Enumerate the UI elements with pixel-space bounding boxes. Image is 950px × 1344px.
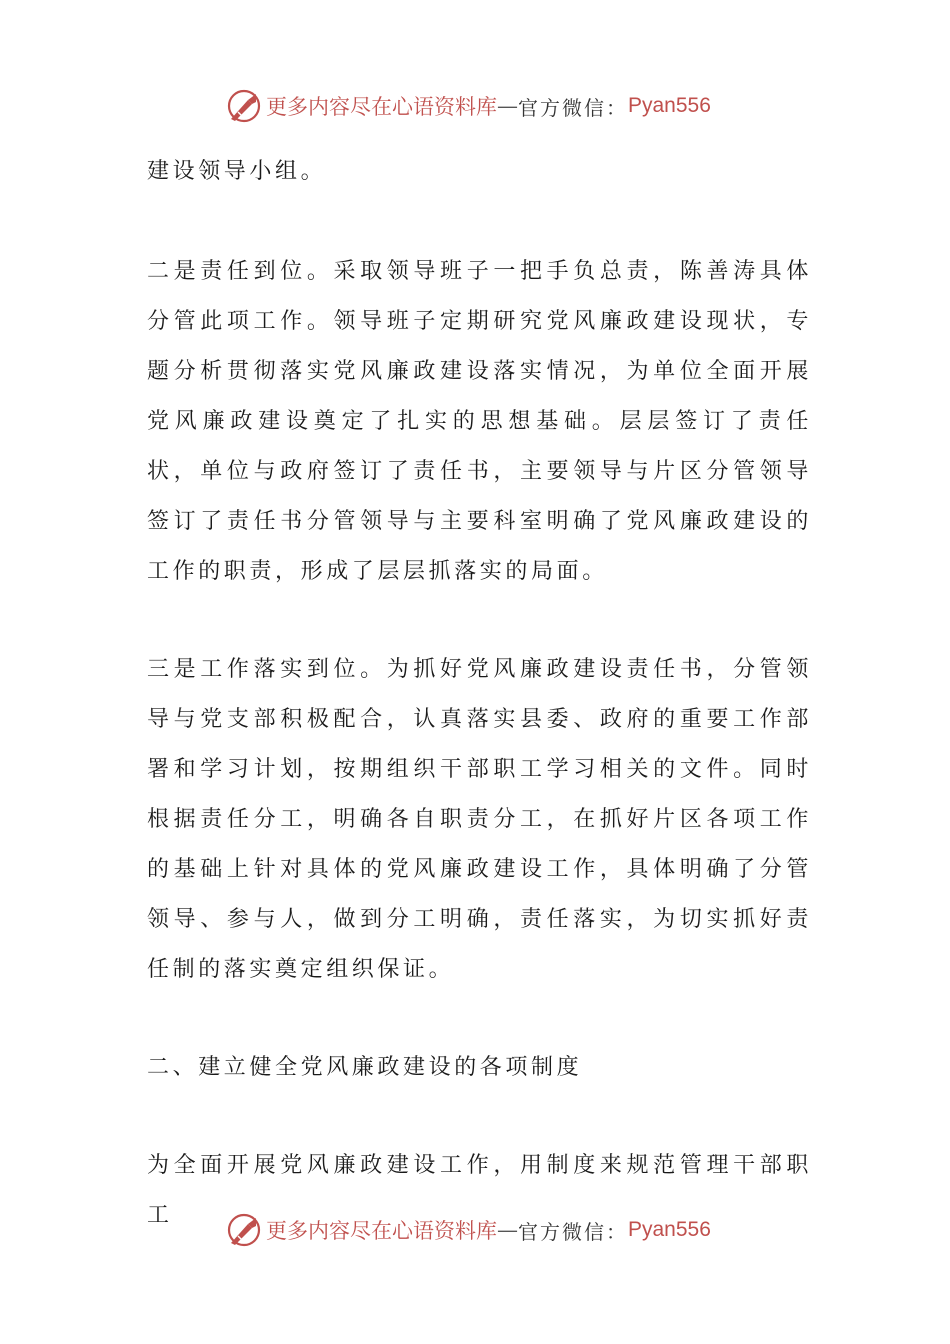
watermark-official-label: 官方微信： [518,95,628,120]
pen-nib-logo-icon [226,88,262,124]
paragraph-continuation: 建设领导小组。 [147,159,327,184]
watermark-text: 更多内容尽在心语资料库 [266,95,497,119]
footer-watermark-banner [226,1210,711,1250]
watermark-wechat-id: Pyan556 [628,1218,711,1241]
watermark-wechat-id: Pyan556 [628,94,711,117]
pen-nib-logo-icon [226,1212,262,1248]
header-watermark-banner [226,86,711,126]
watermark-separator: — [497,94,518,118]
paragraph-implementation: 三是工作落实到位。为抓好党风廉政建设责任书，分管领导与党支部积极配合，认真落实县委、政府的重要工作部署和学习计划，按期组织干部职工学习相关的文件。同时根据责任分工，明确各自职责分工，在抓好片区各项工作的基础上针对具体的党风廉政建设工作，具体明确了分管领导、参与人，做到分工明确，责任落实，为切实抓好责任制的落实奠定组织保证。 [147,657,812,982]
watermark-separator: — [497,1218,518,1242]
paragraph-responsibility: 二是责任到位。采取领导班子一把手负总责，陈善涛具体分管此项工作。领导班子定期研究党风廉政建设现状，专题分析贯彻落实党风廉政建设落实情况，为单位全面开展党风廉政建设奠定了扎实的思想基础。层层签订了责任状，单位与政府签订了责任书，主要领导与片区分管领导签订了责任书分管领导与主要科室明确了党风廉政建设的工作的职责，形成了层层抓落实的局面。 [147,259,812,584]
watermark-text: 更多内容尽在心语资料库 [266,1219,497,1243]
watermark-official-label: 官方微信： [518,1219,628,1244]
paragraph-system-intro: 为全面开展党风廉政建设工作，用制度来规范管理干部职工 [147,1153,812,1228]
section-heading: 二、建立健全党风廉政建设的各项制度 [147,1055,583,1080]
